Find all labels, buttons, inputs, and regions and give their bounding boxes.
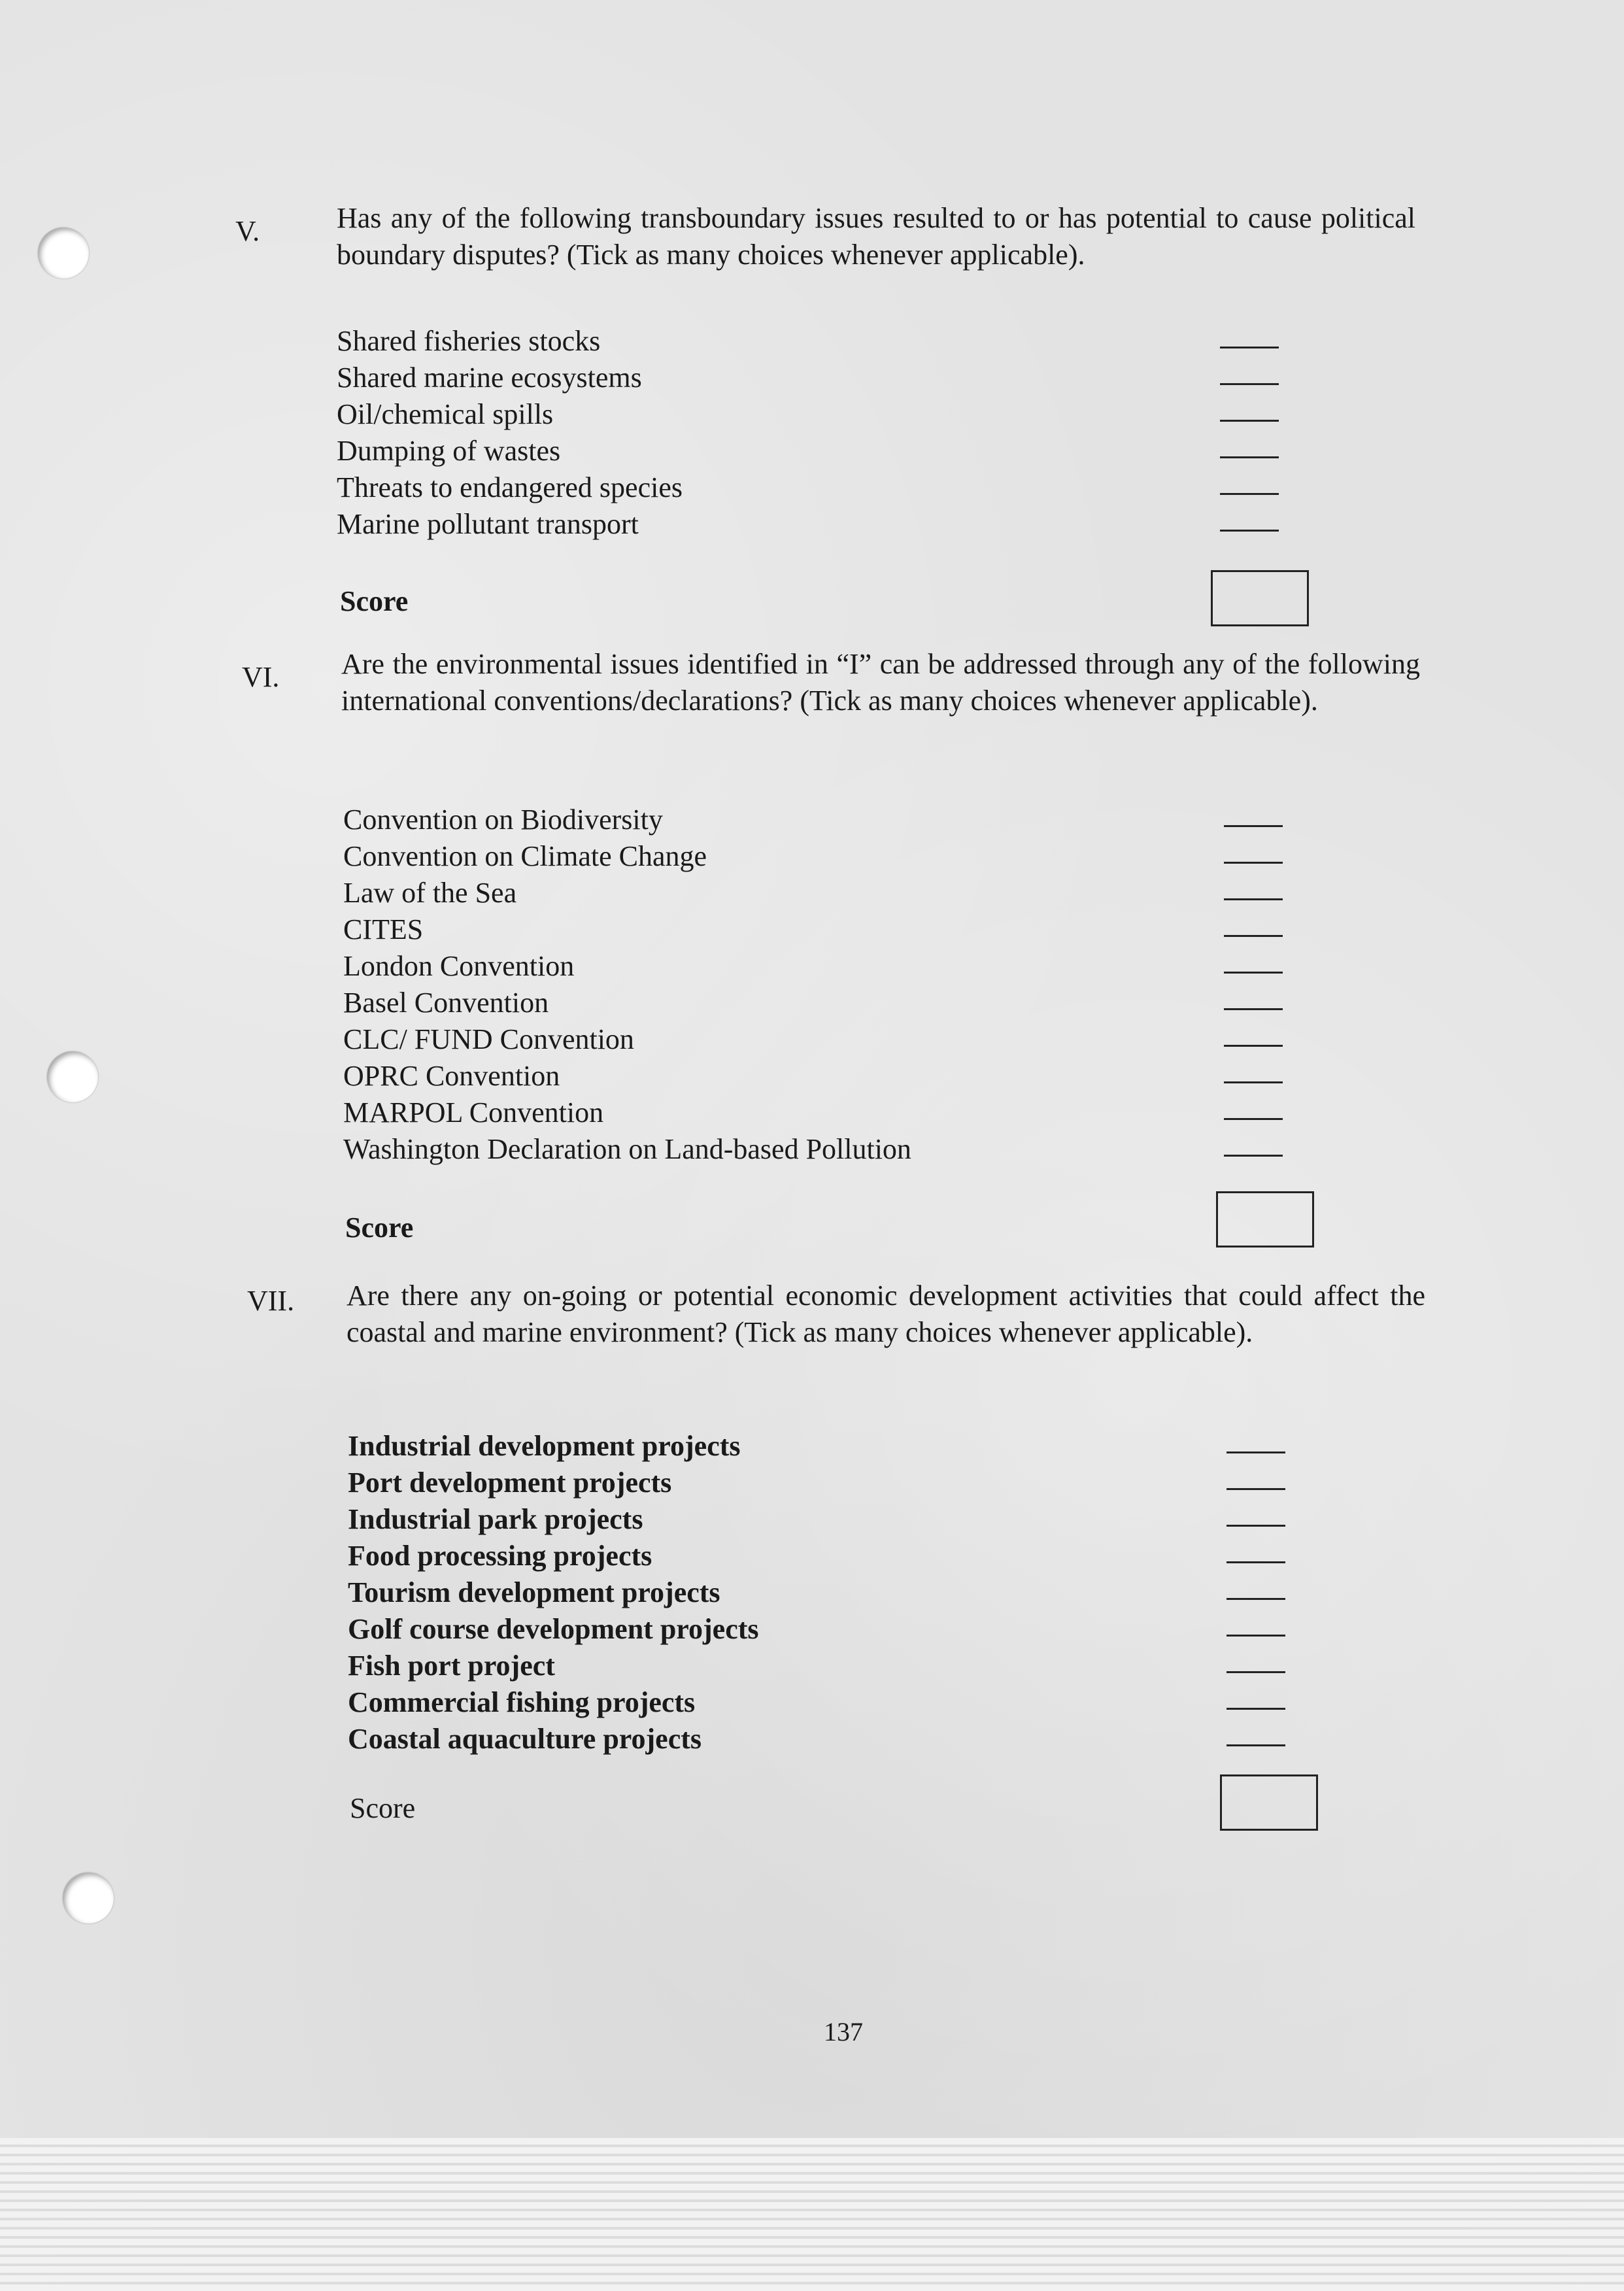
- section-vi-blank-7[interactable]: [1224, 1045, 1283, 1047]
- section-vii-blank-5[interactable]: [1226, 1598, 1285, 1600]
- section-vii-blank-2[interactable]: [1226, 1488, 1285, 1490]
- bottom-paper-edge: [0, 2138, 1624, 2291]
- section-v-blank-4[interactable]: [1220, 456, 1279, 458]
- section-vi-blank-9[interactable]: [1224, 1118, 1283, 1120]
- section-v-blank-2[interactable]: [1220, 383, 1279, 385]
- section-vi-numeral: VI.: [242, 661, 280, 693]
- section-vi-item-10: Washington Declaration on Land-based Pollution: [343, 1133, 911, 1165]
- section-vii-numeral: VII.: [247, 1285, 295, 1317]
- section-vii-blank-6[interactable]: [1226, 1635, 1285, 1637]
- section-v-item-3: Oil/chemical spills: [337, 398, 554, 430]
- section-vii-blank-1[interactable]: [1226, 1451, 1285, 1453]
- section-vi-blank-5[interactable]: [1224, 972, 1283, 974]
- section-v-item-1: Shared fisheries stocks: [337, 325, 601, 357]
- section-v-blank-3[interactable]: [1220, 420, 1279, 422]
- section-vi-blank-3[interactable]: [1224, 898, 1283, 900]
- section-v-numeral: V.: [235, 215, 260, 247]
- section-vii-item-2: Port development projects: [348, 1467, 672, 1499]
- section-vi-item-1: Convention on Biodiversity: [343, 804, 663, 836]
- section-vi-blank-10[interactable]: [1224, 1155, 1283, 1157]
- section-vi-blank-1[interactable]: [1224, 825, 1283, 827]
- section-vi-item-2: Convention on Climate Change: [343, 840, 707, 872]
- section-vi-blank-6[interactable]: [1224, 1008, 1283, 1010]
- section-vii-item-7: Fish port project: [348, 1650, 555, 1682]
- section-v-score-label: Score: [340, 585, 409, 617]
- section-v-blank-1[interactable]: [1220, 347, 1279, 348]
- section-v-item-2: Shared marine ecosystems: [337, 362, 642, 394]
- section-vi-item-8: OPRC Convention: [343, 1060, 560, 1092]
- section-v-item-4: Dumping of wastes: [337, 435, 561, 467]
- section-vii-blank-7[interactable]: [1226, 1671, 1285, 1673]
- punch-hole-bottom: [63, 1873, 114, 1924]
- punch-hole-middle: [47, 1051, 98, 1102]
- section-v-blank-5[interactable]: [1220, 493, 1279, 495]
- section-vii-blank-4[interactable]: [1226, 1561, 1285, 1563]
- section-vi-question: Are the environmental issues identified in “I” can be addressed through any of the following international conventions/declarations? (Tick as many choices whenever applicable).: [341, 648, 1420, 717]
- section-vi-blank-2[interactable]: [1224, 862, 1283, 864]
- section-vi-item-6: Basel Convention: [343, 987, 549, 1019]
- section-vii-item-5: Tourism development projects: [348, 1576, 720, 1608]
- section-vi-item-7: CLC/ FUND Convention: [343, 1023, 634, 1055]
- section-vi-item-5: London Convention: [343, 950, 575, 982]
- section-v-item-6: Marine pollutant transport: [337, 508, 639, 540]
- section-vi-score-box[interactable]: [1216, 1191, 1314, 1247]
- section-vii-item-4: Food processing projects: [348, 1540, 652, 1572]
- section-v-item-5: Threats to endangered species: [337, 471, 683, 503]
- section-vii-score-box[interactable]: [1220, 1774, 1318, 1831]
- section-vii-item-9: Coastal aquaculture projects: [348, 1723, 702, 1755]
- section-vi-item-3: Law of the Sea: [343, 877, 517, 909]
- section-vii-score-label: Score: [350, 1792, 416, 1824]
- punch-hole-top: [38, 228, 89, 279]
- section-vii-item-8: Commercial fishing projects: [348, 1686, 696, 1718]
- section-vi-blank-8[interactable]: [1224, 1081, 1283, 1083]
- section-v-score-box[interactable]: [1211, 570, 1309, 626]
- section-vii-item-1: Industrial development projects: [348, 1430, 741, 1462]
- section-vi-item-4: CITES: [343, 913, 424, 945]
- section-vii-question: Are there any on-going or potential economic development activities that could affect the coastal and marine environment? (Tick as many choices whenever applicable).: [347, 1280, 1425, 1348]
- section-vi-blank-4[interactable]: [1224, 935, 1283, 937]
- section-vi-item-9: MARPOL Convention: [343, 1096, 604, 1129]
- page-number: 137: [824, 2017, 863, 2046]
- section-vii-blank-9[interactable]: [1226, 1744, 1285, 1746]
- section-v-blank-6[interactable]: [1220, 530, 1279, 532]
- section-vii-item-6: Golf course development projects: [348, 1613, 759, 1645]
- section-v-question: Has any of the following transboundary issues resulted to or has potential to cause political boundary disputes? (Tick as many choices whenever applicable).: [337, 202, 1415, 271]
- section-vii-blank-8[interactable]: [1226, 1708, 1285, 1710]
- section-vii-item-3: Industrial park projects: [348, 1503, 643, 1535]
- section-vii-blank-3[interactable]: [1226, 1525, 1285, 1527]
- section-vi-score-label: Score: [345, 1212, 414, 1244]
